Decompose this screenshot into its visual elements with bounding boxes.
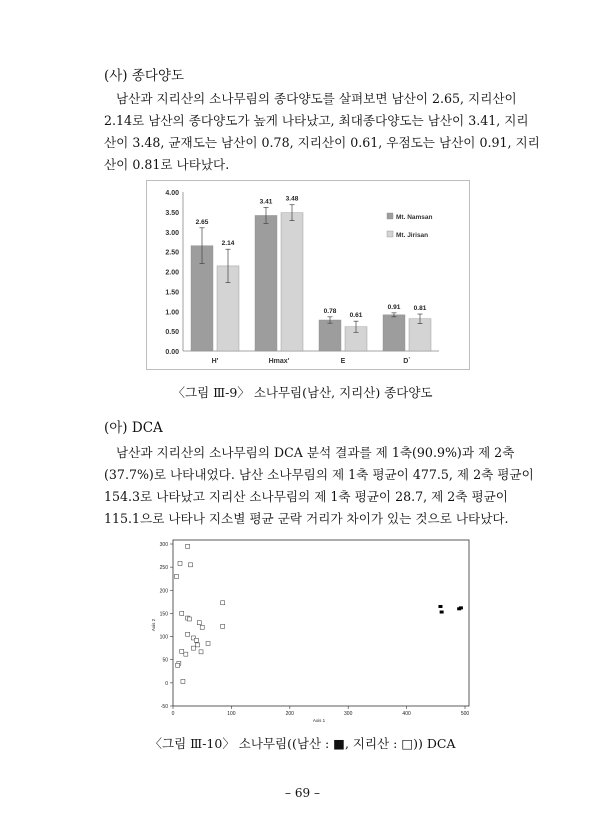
point-jirisan — [206, 642, 210, 646]
data-label: 3.41 — [259, 198, 273, 206]
paragraph-line: 154.3로 나타났고 지리산 소나무림의 제 1축 평균이 28.7, 제 2축 평균이 — [104, 489, 508, 504]
paragraph-line: 남산과 지리산의 소나무림의 DCA 분석 결과를 제 1축(90.9%)과 제 2축 — [116, 445, 515, 460]
scatter-plot-canvas — [145, 534, 475, 730]
y-tick-label: 2.50 — [165, 249, 179, 257]
point-jirisan — [196, 643, 200, 647]
y-tick-label: 150 — [159, 611, 168, 618]
point-jirisan — [180, 611, 184, 615]
point-jirisan — [186, 632, 190, 636]
data-label: 0.78 — [323, 307, 337, 315]
point-jirisan — [194, 638, 198, 642]
data-label: 0.91 — [387, 303, 401, 311]
section-heading-sa: (사) 종다양도 — [104, 68, 185, 84]
point-jirisan — [187, 617, 191, 621]
paragraph-line: 115.1으로 나타나 지소별 평균 군락 거리가 차이가 있는 것으로 나타났다. — [104, 511, 509, 526]
paragraph-a — [104, 442, 534, 530]
point-jirisan — [197, 621, 201, 625]
point-jirisan — [199, 650, 203, 654]
point-jirisan — [184, 652, 188, 656]
x-tick-label: 200 — [285, 711, 294, 717]
paragraph-line: 산이 0.81로 나타났다. — [104, 157, 230, 172]
page-number: – 69 – — [285, 786, 320, 800]
x-tick-label: 400 — [402, 711, 411, 717]
point-jirisan — [180, 649, 184, 653]
y-tick-label: 250 — [159, 565, 168, 572]
point-jirisan — [175, 574, 179, 578]
point-jirisan — [178, 561, 182, 565]
y-tick-label: 0 — [165, 680, 168, 687]
x-tick-label: H' — [211, 358, 219, 365]
point-jirisan — [189, 563, 193, 567]
y-tick-label: 100 — [159, 634, 168, 641]
point-jirisan — [200, 625, 204, 629]
data-label: 2.65 — [195, 218, 209, 226]
x-tick-label: 0 — [171, 711, 175, 717]
x-tick-label: 500 — [460, 711, 470, 717]
x-tick-label: Hmax' — [268, 358, 290, 365]
x-tick-label: D` — [403, 358, 411, 365]
data-label: 3.48 — [285, 195, 299, 203]
point-jirisan — [186, 544, 190, 548]
y-tick-label: 0.00 — [165, 349, 179, 356]
legend-label: Mt. Namsan — [396, 214, 433, 221]
bar-jirisan — [281, 213, 303, 351]
section-heading-a: (아) DCA — [104, 420, 163, 436]
paragraph-line: 2.14로 남산의 종다양도가 높게 나타났고, 최대종다양도는 남산이 3.41, 지리 — [104, 113, 529, 128]
y-tick-label: 3.00 — [165, 229, 179, 237]
legend-label: Mt. Jirisan — [396, 232, 429, 239]
point-jirisan — [191, 646, 195, 650]
legend-swatch — [387, 231, 393, 237]
data-label: 0.81 — [413, 305, 427, 313]
y-tick-label: -50 — [160, 704, 168, 710]
legend-swatch — [387, 213, 393, 219]
figure-9-caption: 〈그림 Ⅲ-9〉 소나무림(남산, 지리산) 종다양도 — [172, 385, 433, 400]
point-namsan — [459, 606, 463, 609]
point-namsan — [440, 611, 444, 614]
y-axis-label: Axis 2 — [151, 618, 156, 632]
y-tick-label: 3.50 — [165, 209, 179, 217]
bar-namsan — [383, 315, 405, 351]
data-label: 0.61 — [349, 312, 363, 320]
y-tick-label: 4.00 — [165, 190, 179, 197]
y-tick-label: 0.50 — [165, 329, 179, 337]
paragraph-line: 남산과 지리산의 소나무림의 종다양도를 살펴보면 남산이 2.65, 지리산이 — [116, 91, 517, 106]
bar-chart-canvas — [147, 181, 469, 369]
y-tick-label: 1.50 — [165, 289, 179, 297]
y-tick-label: 200 — [159, 588, 168, 595]
data-label: 2.14 — [221, 240, 235, 248]
x-tick-label: E — [340, 358, 346, 365]
bar-namsan — [319, 320, 341, 351]
figure-10-caption: 〈그림 Ⅲ-10〉 소나무림((남산 : ■, 지리산 : □)) DCA — [149, 736, 456, 751]
point-jirisan — [176, 663, 180, 667]
x-tick-label: 100 — [227, 711, 236, 717]
paragraph-line: 산이 3.48, 균재도는 남산이 0.78, 지리산이 0.61, 우점도는 남산이 0.91, 지리 — [104, 135, 540, 150]
bar-namsan — [255, 215, 277, 351]
dca-scatter-plot — [145, 534, 475, 730]
paragraph-line: (37.7%)로 나타내었다. 남산 소나무림의 제 1축 평균이 477.5, 제 2축 평균이 — [104, 467, 534, 482]
y-tick-label: 50 — [162, 657, 168, 664]
y-tick-label: 1.00 — [165, 309, 179, 317]
x-axis-label: Axis 1 — [312, 718, 326, 723]
diversity-bar-chart — [146, 180, 470, 370]
point-jirisan — [221, 601, 225, 605]
plot-frame — [173, 540, 469, 706]
paragraph-sa — [104, 88, 540, 176]
y-tick-label: 300 — [159, 542, 168, 548]
y-tick-label: 2.00 — [165, 269, 179, 277]
point-namsan — [438, 605, 442, 608]
point-jirisan — [221, 624, 225, 628]
point-jirisan — [181, 679, 185, 683]
x-tick-label: 300 — [344, 711, 353, 717]
